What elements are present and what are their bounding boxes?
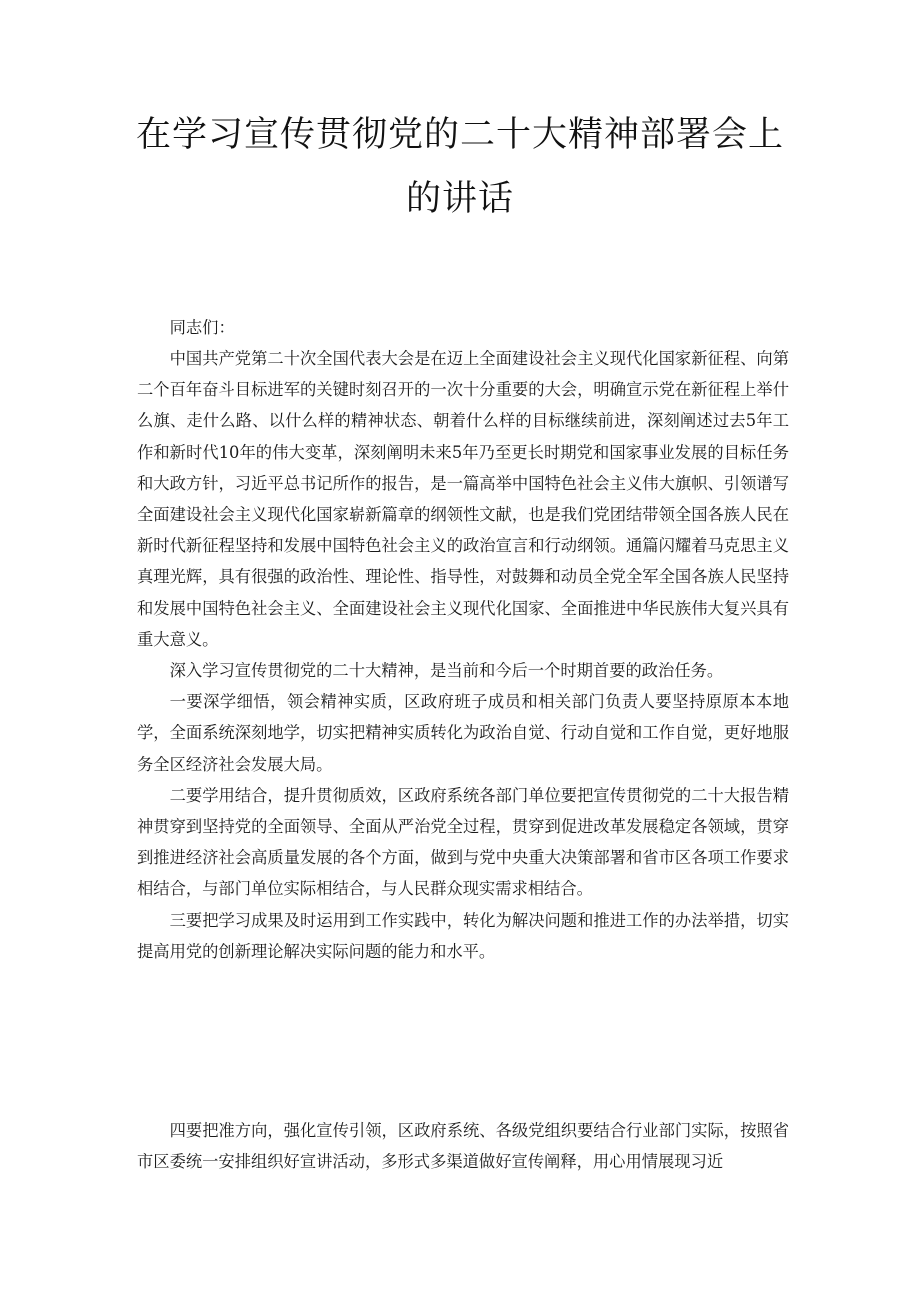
body-section xyxy=(137,343,789,967)
paragraph-point-three: 三要把学习成果及时运用到工作实践中，转化为解决问题和推进工作的办法举措，切实提高用党的创新理论解决实际问题的能力和水平。 xyxy=(137,910,789,961)
paragraph-point-four: 四要把准方向，强化宣传引领，区政府系统、各级党组织要结合行业部门实际，按照省市区委统一安排组织好宣讲活动，多形式多渠道做好宣传阐释，用心用情展现习近 xyxy=(137,1121,789,1172)
paragraph-point-two: 二要学用结合，提升贯彻质效，区政府系统各部门单位要把宣传贯彻党的二十大报告精神贯穿到坚持党的全面领导、全面从严治党全过程，贯穿到促进改革发展稳定各领域，贯穿到推进经济社会高质量发展的各个方面，做到与党中央重大决策部署和省市区各项工作要求相结合，与部门单位实际相结合，与人民群众现实需求相结合。 xyxy=(137,785,789,899)
paragraph-point-one: 一要深学细悟，领会精神实质，区政府班子成员和相关部门负责人要坚持原原本本地学，全面系统深刻地学，切实把精神实质转化为政治自觉、行动自觉和工作自觉，更好地服务全区经济社会发展大局。 xyxy=(137,692,789,774)
paragraph-task: 深入学习宣传贯彻党的二十大精神，是当前和今后一个时期首要的政治任务。 xyxy=(169,661,724,681)
salutation-text: 同志们： xyxy=(169,318,235,337)
document-title-line-1: 在学习宣传贯彻党的二十大精神部署会上 xyxy=(135,115,784,155)
body-section-continued xyxy=(137,1115,789,1177)
document-title-line-2: 的讲话 xyxy=(405,179,514,219)
salutation xyxy=(137,312,789,343)
paragraph-intro: 中国共产党第二十次全国代表大会是在迈上全面建设社会主义现代化国家新征程、向第二个百年奋斗目标进军的关键时刻召开的一次十分重要的大会，明确宣示党在新征程上举什么旗、走什么路、以什么样的精神状态、朝着什么样的目标继续前进，深刻阐述过去5年工作和新时代10年的伟大变革，深刻阐明未来5年乃至更长时期党和国家事业发展的目标任务和大政方针，习近平总书记所作的报告，是一篇高举中国特色社会主义伟大旗帜、引领谱写全面建设社会主义现代化国家崭新篇章的纲领性文献，也是我们党团结带领全国各族人民在新时代新征程坚持和发展中国特色社会主义的政治宣言和行动纲领。通篇闪耀着马克思主义真理光辉，具有很强的政治性、理论性、指导性，对鼓舞和动员全党全军全国各族人民坚持和发展中国特色社会主义、全面建设社会主义现代化国家、全面推进中华民族伟大复兴具有重大意义。 xyxy=(137,349,789,649)
